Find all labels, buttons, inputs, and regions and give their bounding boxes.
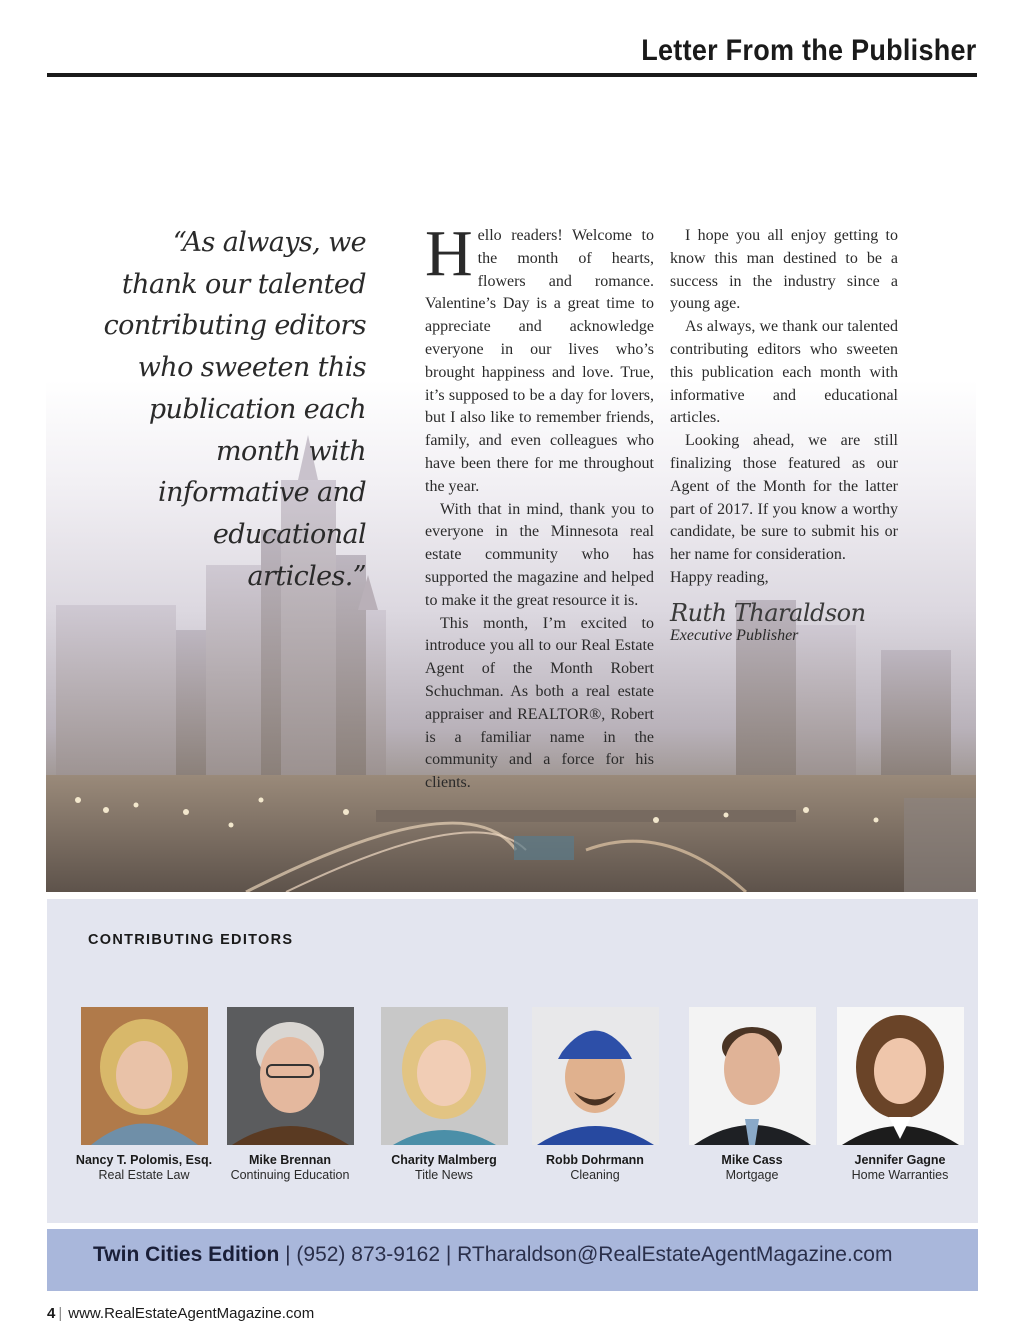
page-title: Letter From the Publisher xyxy=(641,34,977,67)
editor-card xyxy=(215,1007,365,1183)
editor-role: Continuing Education xyxy=(230,1168,350,1182)
letter-column-1 xyxy=(425,217,654,795)
editor-name: Robb Dohrmann xyxy=(546,1153,644,1167)
edition-contact-bar xyxy=(47,1229,978,1291)
editor-name: Mike Cass xyxy=(721,1153,783,1167)
letter-paragraph: With that in mind, thank you to everyone in the Minnesota real estate community who has supported the magazine and helped to make it the great resource it is. xyxy=(425,500,654,609)
page-number: 4 xyxy=(47,1305,56,1322)
editor-role: Mortgage xyxy=(725,1168,779,1182)
footer-website[interactable]: www.RealEstateAgentMagazine.com xyxy=(68,1305,315,1322)
editor-photo xyxy=(689,1007,816,1145)
editor-photo xyxy=(532,1007,659,1145)
editor-card xyxy=(520,1007,670,1183)
editor-card xyxy=(369,1007,519,1183)
letter-paragraph-text: ello readers! Welcome to the month of hearts, flowers and romance. Valentine’s Day is a great time to appreciate and acknowledge everyone in our lives who’s brought happiness and love. True, it’s supposed to be a day for lovers, but I also like to remember friends, family, and even colleagues who have been there for me throughout the year. xyxy=(425,227,654,495)
footer-separator: | xyxy=(58,1305,63,1322)
letter-paragraph: I hope you all enjoy getting to know this man destined to be a success in the industry since a young age. xyxy=(670,227,898,313)
editors-heading: CONTRIBUTING EDITORS xyxy=(88,932,294,948)
editor-role: Title News xyxy=(415,1168,473,1182)
editor-photo xyxy=(837,1007,964,1145)
editor-photo xyxy=(227,1007,354,1145)
page-footer xyxy=(47,1305,314,1322)
editor-name: Mike Brennan xyxy=(249,1153,331,1167)
letter-column-2 xyxy=(670,225,898,646)
editor-card xyxy=(825,1007,975,1183)
editor-photo xyxy=(81,1007,208,1145)
editor-name: Charity Malmberg xyxy=(391,1153,497,1167)
pull-quote: “As always, we thank our talented contributing editors who sweeten this publication each month with informative and educational articles.” xyxy=(103,227,366,592)
editor-photo xyxy=(381,1007,508,1145)
publisher-signature: Ruth Tharaldson xyxy=(670,598,866,627)
letter-paragraph xyxy=(425,217,654,499)
letter-paragraph: As always, we thank our talented contributing editors who sweeten this publication each month with informative and educational articles. xyxy=(670,318,898,427)
editor-card xyxy=(69,1007,219,1183)
editor-role: Home Warranties xyxy=(851,1168,949,1182)
drop-cap: H xyxy=(425,217,473,290)
editor-card xyxy=(677,1007,827,1183)
editor-name: Nancy T. Polomis, Esq. xyxy=(75,1153,213,1167)
editor-role: Cleaning xyxy=(570,1168,620,1182)
closing-line: Happy reading, xyxy=(670,568,769,586)
header-rule xyxy=(47,73,977,77)
letter-paragraph: This month, I’m excited to introduce you all to our Real Estate Agent of the Month Robert Schuchman. As both a real estate appraiser and REALTOR®, Robert is a familiar name in the community and a force for his clients. xyxy=(425,614,654,792)
contact-phone[interactable]: (952) 873-9162 xyxy=(296,1243,441,1266)
edition-contact-line: Twin Cities Edition | (952) 873-9162 | RTharaldson@RealEstateAgentMagazine.com xyxy=(93,1243,893,1266)
publisher-title: Executive Publisher xyxy=(670,626,799,644)
edition-name: Twin Cities Edition xyxy=(93,1243,280,1266)
editor-name: Jennifer Gagne xyxy=(854,1153,946,1167)
editor-role: Real Estate Law xyxy=(98,1168,190,1182)
letter-paragraph: Looking ahead, we are still finalizing those featured as our Agent of the Month for the latter part of 2017. If you know a worthy candidate, be sure to submit his or her name for consideration. xyxy=(670,432,898,564)
contact-email[interactable]: RTharaldson@RealEstateAgentMagazine.com xyxy=(457,1243,893,1266)
contributing-editors-panel xyxy=(47,899,978,1223)
